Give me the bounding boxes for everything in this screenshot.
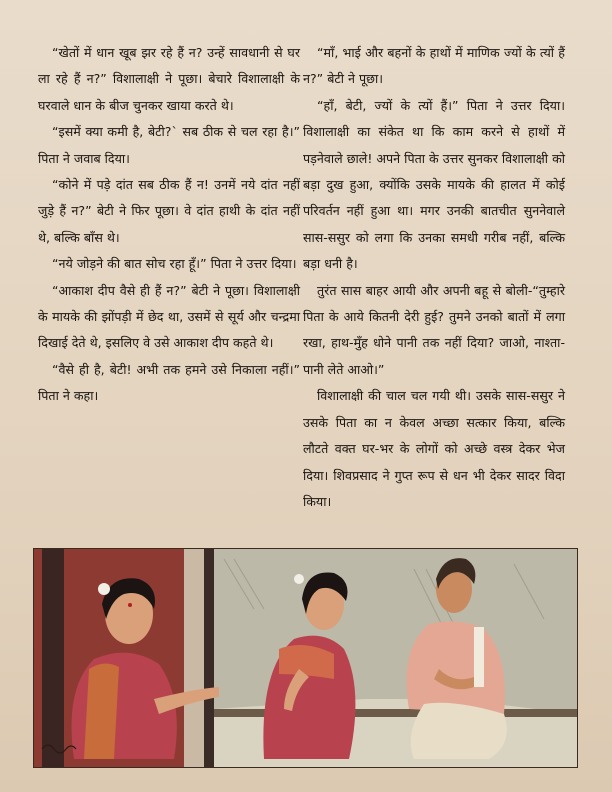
story-illustration [33, 548, 578, 768]
paragraph: “आकाश दीप वैसे ही हैं न?” बेटी ने पूछा। विशालाक्षी के मायके की झोंपड़ी में छेद था, उसमें से सूर्य और चन्द्रमा दिखाई देते थे, इसलिए वे उसे आकाश दीप कहते थे। [38, 282, 300, 351]
paragraph: “नये जोड़ने की बात सोच रहा हूँ।” पिता ने उत्तर दिया। [52, 256, 297, 272]
left-text-column [38, 40, 300, 410]
paragraph: “माँ, भाई और बहनों के हाथों में माणिक ज्यों के त्यों हैं न?” बेटी ने पूछा। [303, 45, 565, 87]
paragraph: तुरंत सास बाहर आयी और अपनी बहू से बोली-“तुम्हारे पिता के आये कितनी देरी हुई? तुमने उनको बातों में लगा रखा, हाथ-मुँह धोने पानी तक नहीं दिया? जाओ, नाश्ता-पानी लेते आओ।” [303, 282, 565, 377]
paragraph: “इसमें क्या कमी है, बेटी?` सब ठीक से चल रहा है।” पिता ने जवाब दिया। [38, 124, 300, 166]
paragraph: “कोने में पड़े दांत सब ठीक हैं न! उनमें नये दांत नहीं जुड़े हैं न?” बेटी ने फिर पूछा। वे दांत हाथी के दांत नहीं थे, बल्कि बाँस थे। [38, 177, 300, 245]
paragraph: “वैसे ही है, बेटी! अभी तक हमने उसे निकाला नहीं।” पिता ने कहा। [38, 361, 300, 404]
illustration-drawing [34, 549, 577, 767]
paragraph: “हाँ, बेटी, ज्यों के त्यों हैं।” पिता ने उत्तर दिया। विशालाक्षी का संकेत था कि काम करने से हाथों में पड़नेवाले छाले! अपने पिता के उत्तर सुनकर विशालाक्षी को बड़ा दुख हुआ, क्योंकि उसके मायके की हालत में कोई परिवर्तन नहीं हुआ था। मगर उनकी बातचीत सुननेवाले सास-ससुर को लगा कि उनका समधी गरीब नहीं, बल्कि बड़ा धनी है। [303, 97, 565, 272]
paragraph: विशालाक्षी की चाल चल गयी थी। उसके सास-ससुर ने उसके पिता का न केवल अच्छा सत्कार किया, बल्कि लौटते वक्त घर-भर के लोगों को अच्छे वस्त्र देकर भेज दिया। शिवप्रसाद ने गुप्त रूप से धन भी देकर सादर विदा किया। [303, 388, 565, 509]
right-text-column [303, 40, 565, 515]
paragraph: “खेतों में धान खूब झर रहे हैं न? उन्हें सावधानी से घर ला रहे हैं न?” विशालाक्षी ने पूछा। बेचारे विशालाक्षी के घरवाले धान के बीज चुनकर खाया करते थे। [38, 45, 300, 113]
